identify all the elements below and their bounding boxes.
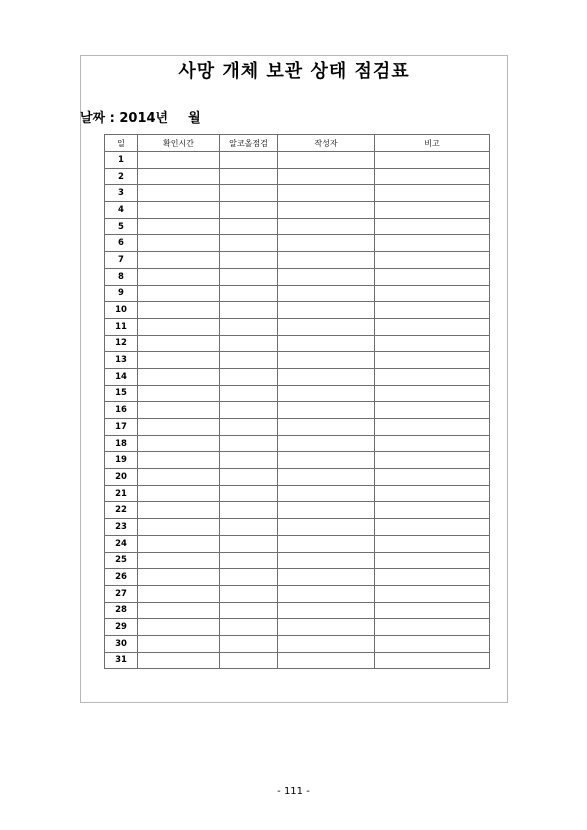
remarks-cell[interactable]: [375, 285, 490, 302]
author-cell[interactable]: [278, 535, 375, 552]
author-cell[interactable]: [278, 602, 375, 619]
author-cell[interactable]: [278, 218, 375, 235]
check-time-cell[interactable]: [138, 419, 220, 436]
day-cell: 23: [105, 519, 138, 536]
table-row: [105, 335, 490, 352]
table-row: [105, 635, 490, 652]
alcohol-check-cell[interactable]: [220, 368, 278, 385]
alcohol-check-cell[interactable]: [220, 385, 278, 402]
day-cell: 17: [105, 419, 138, 436]
day-cell: 24: [105, 535, 138, 552]
document-title: 사망 개체 보관 상태 점검표: [178, 61, 410, 82]
author-cell[interactable]: [278, 502, 375, 519]
day-cell: 25: [105, 552, 138, 569]
author-cell[interactable]: [278, 402, 375, 419]
alcohol-check-cell[interactable]: [220, 218, 278, 235]
day-cell: 14: [105, 368, 138, 385]
alcohol-check-cell[interactable]: [220, 235, 278, 252]
table-row: [105, 302, 490, 319]
remarks-cell[interactable]: [375, 268, 490, 285]
day-cell: 16: [105, 402, 138, 419]
check-time-cell[interactable]: [138, 152, 220, 169]
table-row: [105, 352, 490, 369]
header-day: 일: [105, 135, 138, 152]
check-time-cell[interactable]: [138, 352, 220, 369]
remarks-cell[interactable]: [375, 168, 490, 185]
check-time-cell[interactable]: [138, 385, 220, 402]
table-row: [105, 535, 490, 552]
alcohol-check-cell[interactable]: [220, 268, 278, 285]
header-row: [105, 135, 490, 152]
day-cell: 20: [105, 469, 138, 486]
remarks-cell[interactable]: [375, 335, 490, 352]
author-cell[interactable]: [278, 235, 375, 252]
table-row: [105, 469, 490, 486]
remarks-cell[interactable]: [375, 602, 490, 619]
author-cell[interactable]: [278, 552, 375, 569]
check-time-cell[interactable]: [138, 268, 220, 285]
remarks-cell[interactable]: [375, 452, 490, 469]
author-cell[interactable]: [278, 569, 375, 586]
table-row: [105, 202, 490, 219]
day-cell: 15: [105, 385, 138, 402]
remarks-cell[interactable]: [375, 502, 490, 519]
check-time-cell[interactable]: [138, 435, 220, 452]
check-time-cell[interactable]: [138, 368, 220, 385]
alcohol-check-cell[interactable]: [220, 185, 278, 202]
check-time-cell[interactable]: [138, 402, 220, 419]
check-time-cell[interactable]: [138, 569, 220, 586]
author-cell[interactable]: [278, 352, 375, 369]
alcohol-check-cell[interactable]: [220, 168, 278, 185]
check-time-cell[interactable]: [138, 335, 220, 352]
remarks-cell[interactable]: [375, 368, 490, 385]
month-label: 월: [188, 111, 201, 126]
header-author: 작성자: [278, 135, 375, 152]
check-time-cell[interactable]: [138, 469, 220, 486]
check-time-cell[interactable]: [138, 452, 220, 469]
author-cell[interactable]: [278, 619, 375, 636]
alcohol-check-cell[interactable]: [220, 502, 278, 519]
remarks-cell[interactable]: [375, 619, 490, 636]
day-cell: 11: [105, 318, 138, 335]
alcohol-check-cell[interactable]: [220, 419, 278, 436]
table-row: [105, 552, 490, 569]
alcohol-check-cell[interactable]: [220, 485, 278, 502]
author-cell[interactable]: [278, 519, 375, 536]
day-cell: 1: [105, 152, 138, 169]
alcohol-check-cell[interactable]: [220, 335, 278, 352]
remarks-cell[interactable]: [375, 318, 490, 335]
remarks-cell[interactable]: [375, 469, 490, 486]
alcohol-check-cell[interactable]: [220, 569, 278, 586]
remarks-cell[interactable]: [375, 218, 490, 235]
table-row: [105, 502, 490, 519]
table-row: [105, 252, 490, 269]
author-cell[interactable]: [278, 152, 375, 169]
remarks-cell[interactable]: [375, 185, 490, 202]
day-cell: 3: [105, 185, 138, 202]
author-cell[interactable]: [278, 285, 375, 302]
check-time-cell[interactable]: [138, 652, 220, 669]
page-number: - 111 -: [277, 786, 310, 797]
author-cell[interactable]: [278, 485, 375, 502]
alcohol-check-cell[interactable]: [220, 202, 278, 219]
day-cell: 7: [105, 252, 138, 269]
author-cell[interactable]: [278, 202, 375, 219]
check-time-cell[interactable]: [138, 235, 220, 252]
remarks-cell[interactable]: [375, 302, 490, 319]
day-cell: 8: [105, 268, 138, 285]
table-row: [105, 569, 490, 586]
table-row: [105, 585, 490, 602]
day-cell: 30: [105, 635, 138, 652]
alcohol-check-cell[interactable]: [220, 619, 278, 636]
table-row: [105, 435, 490, 452]
alcohol-check-cell[interactable]: [220, 152, 278, 169]
day-cell: 6: [105, 235, 138, 252]
table-row: [105, 152, 490, 169]
author-cell[interactable]: [278, 452, 375, 469]
remarks-cell[interactable]: [375, 352, 490, 369]
day-cell: 31: [105, 652, 138, 669]
table-row: [105, 452, 490, 469]
table-row: [105, 619, 490, 636]
header-check-time: 확인시간: [138, 135, 220, 152]
day-cell: 26: [105, 569, 138, 586]
date-label: 날짜 : 2014년: [80, 111, 169, 126]
remarks-cell[interactable]: [375, 552, 490, 569]
check-time-cell[interactable]: [138, 168, 220, 185]
alcohol-check-cell[interactable]: [220, 469, 278, 486]
remarks-cell[interactable]: [375, 585, 490, 602]
remarks-cell[interactable]: [375, 535, 490, 552]
date-line: [80, 107, 201, 126]
day-cell: 4: [105, 202, 138, 219]
table-row: [105, 218, 490, 235]
remarks-cell[interactable]: [375, 635, 490, 652]
table-row: [105, 385, 490, 402]
inspection-table: [104, 134, 490, 669]
author-cell[interactable]: [278, 635, 375, 652]
day-cell: 22: [105, 502, 138, 519]
alcohol-check-cell[interactable]: [220, 302, 278, 319]
alcohol-check-cell[interactable]: [220, 535, 278, 552]
table-row: [105, 652, 490, 669]
alcohol-check-cell[interactable]: [220, 519, 278, 536]
check-time-cell[interactable]: [138, 602, 220, 619]
author-cell[interactable]: [278, 368, 375, 385]
remarks-cell[interactable]: [375, 485, 490, 502]
author-cell[interactable]: [278, 318, 375, 335]
check-time-cell[interactable]: [138, 202, 220, 219]
table-row: [105, 485, 490, 502]
day-cell: 13: [105, 352, 138, 369]
day-cell: 9: [105, 285, 138, 302]
day-cell: 10: [105, 302, 138, 319]
check-time-cell[interactable]: [138, 535, 220, 552]
check-time-cell[interactable]: [138, 318, 220, 335]
remarks-cell[interactable]: [375, 569, 490, 586]
remarks-cell[interactable]: [375, 385, 490, 402]
check-time-cell[interactable]: [138, 252, 220, 269]
remarks-cell[interactable]: [375, 252, 490, 269]
table-row: [105, 318, 490, 335]
remarks-cell[interactable]: [375, 402, 490, 419]
author-cell[interactable]: [278, 419, 375, 436]
alcohol-check-cell[interactable]: [220, 252, 278, 269]
table-row: [105, 402, 490, 419]
day-cell: 27: [105, 585, 138, 602]
table-row: [105, 185, 490, 202]
remarks-cell[interactable]: [375, 652, 490, 669]
check-time-cell[interactable]: [138, 635, 220, 652]
author-cell[interactable]: [278, 268, 375, 285]
remarks-cell[interactable]: [375, 419, 490, 436]
table-row: [105, 419, 490, 436]
table-row: [105, 519, 490, 536]
check-time-cell[interactable]: [138, 485, 220, 502]
alcohol-check-cell[interactable]: [220, 435, 278, 452]
author-cell[interactable]: [278, 652, 375, 669]
check-time-cell[interactable]: [138, 519, 220, 536]
author-cell[interactable]: [278, 435, 375, 452]
alcohol-check-cell[interactable]: [220, 552, 278, 569]
author-cell[interactable]: [278, 252, 375, 269]
alcohol-check-cell[interactable]: [220, 285, 278, 302]
author-cell[interactable]: [278, 302, 375, 319]
table-row: [105, 285, 490, 302]
check-time-cell[interactable]: [138, 302, 220, 319]
check-time-cell[interactable]: [138, 585, 220, 602]
alcohol-check-cell[interactable]: [220, 635, 278, 652]
table-row: [105, 368, 490, 385]
day-cell: 2: [105, 168, 138, 185]
day-cell: 5: [105, 218, 138, 235]
check-time-cell[interactable]: [138, 218, 220, 235]
header-remarks: 비고: [375, 135, 490, 152]
author-cell[interactable]: [278, 335, 375, 352]
check-time-cell[interactable]: [138, 285, 220, 302]
day-cell: 18: [105, 435, 138, 452]
alcohol-check-cell[interactable]: [220, 352, 278, 369]
check-time-cell[interactable]: [138, 619, 220, 636]
alcohol-check-cell[interactable]: [220, 318, 278, 335]
day-cell: 29: [105, 619, 138, 636]
table-row: [105, 235, 490, 252]
day-cell: 19: [105, 452, 138, 469]
alcohol-check-cell[interactable]: [220, 652, 278, 669]
author-cell[interactable]: [278, 185, 375, 202]
remarks-cell[interactable]: [375, 202, 490, 219]
day-cell: 12: [105, 335, 138, 352]
table-row: [105, 602, 490, 619]
check-time-cell[interactable]: [138, 552, 220, 569]
remarks-cell[interactable]: [375, 435, 490, 452]
author-cell[interactable]: [278, 469, 375, 486]
author-cell[interactable]: [278, 585, 375, 602]
alcohol-check-cell[interactable]: [220, 402, 278, 419]
remarks-cell[interactable]: [375, 519, 490, 536]
day-cell: 28: [105, 602, 138, 619]
author-cell[interactable]: [278, 168, 375, 185]
remarks-cell[interactable]: [375, 235, 490, 252]
day-cell: 21: [105, 485, 138, 502]
table-row: [105, 268, 490, 285]
alcohol-check-cell[interactable]: [220, 602, 278, 619]
author-cell[interactable]: [278, 385, 375, 402]
alcohol-check-cell[interactable]: [220, 452, 278, 469]
table-row: [105, 168, 490, 185]
header-alcohol-check: 알코올점검: [220, 135, 278, 152]
alcohol-check-cell[interactable]: [220, 585, 278, 602]
remarks-cell[interactable]: [375, 152, 490, 169]
check-time-cell[interactable]: [138, 185, 220, 202]
check-time-cell[interactable]: [138, 502, 220, 519]
